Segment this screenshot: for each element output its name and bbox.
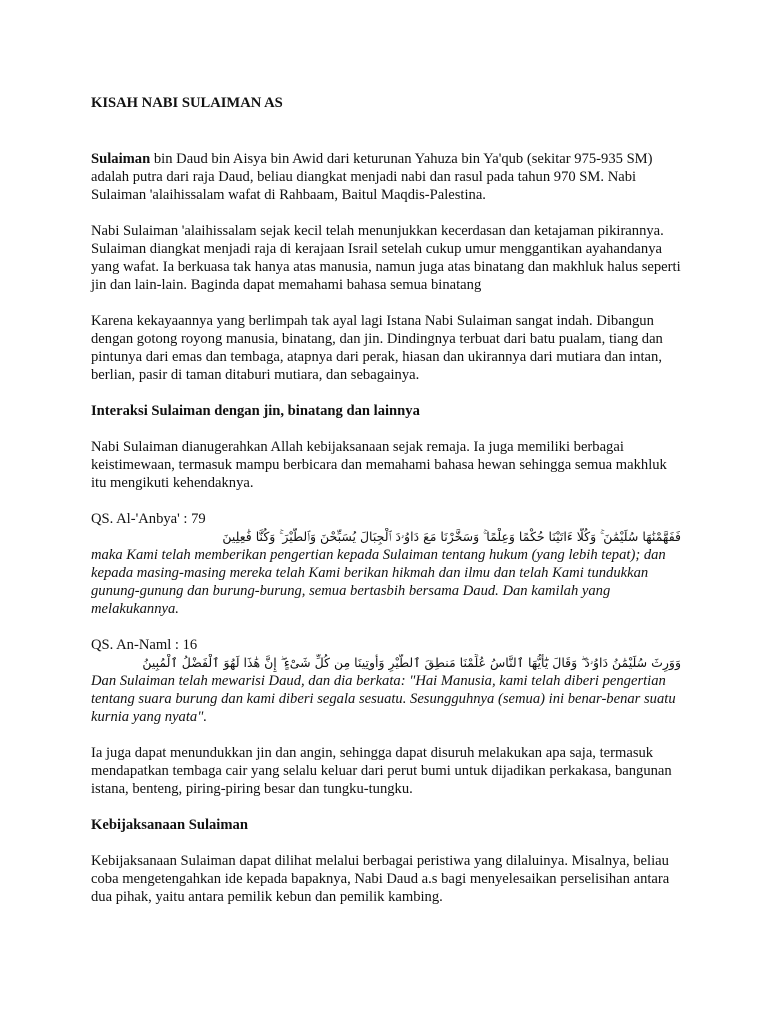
paragraph-palace: Karena kekayaannya yang berlimpah tak ayal lagi Istana Nabi Sulaiman sangat indah. Dibangun dengan gotong royong manusia, binatang, dan jin. Dindingnya terbuat dari batu pualam, tiang dan pintunya dari emas dan tembaga, atapnya dari perak, hiasan dan ukirannya dari mutiara dan intan, berlian, pasir di taman ditaburi mutiara, dan sebagainya. [91, 313, 663, 383]
document-body [91, 94, 681, 924]
section-heading-wisdom: Kebijaksanaan Sulaiman [91, 817, 248, 833]
arabic-verse-anbya: فَفَهَّمْنَٰهَا سُلَيْمَٰنَ ۚ وَكُلًّا ءَاتَيْنَا حُكْمًا وَعِلْمًا ۚ وَسَخَّرْنَا مَعَ دَاوُۥدَ ٱلْجِبَالَ يُسَبِّحْنَ وَٱلطَّيْرَ ۚ وَكُنَّا فَٰعِلِينَ [222, 529, 681, 544]
paragraph-wisdom: Kebijaksanaan Sulaiman dapat dilihat melalui berbagai peristiwa yang dilaluinya. Misalnya, beliau coba mengetengahkan ide kepada bapaknya, Nabi Daud a.s bagi menyelesaikan perselisihan antara dua pihak, yaitu antara pemilik kebun dan pemilik kambing. [91, 853, 670, 905]
paragraph-jinn-wind: Ia juga dapat menundukkan jin dan angin, sehingga dapat disuruh melakukan apa saja, termasuk mendapatkan tembaga cair yang selalu keluar dari perut bumi untuk dijadikan perkakasa, bangunan istana, benteng, piring-piring besar dan tungku-tungku. [91, 745, 672, 797]
section-heading-interaction: Interaksi Sulaiman dengan jin, binatang dan lainnya [91, 403, 420, 419]
arabic-verse-naml: وَوَرِثَ سُلَيْمَٰنُ دَاوُۥدَ ۖ وَقَالَ يَٰٓأَيُّهَا ٱلنَّاسُ عُلِّمْنَا مَنطِقَ ٱلطَّيْرِ وَأُوتِينَا مِن كُلِّ شَىْءٍ ۖ إِنَّ هَٰذَا لَهُوَ ٱلْفَضْلُ ٱلْمُبِينُ [142, 655, 681, 670]
verse-translation-anbya: maka Kami telah memberikan pengertian kepada Sulaiman tentang hukum (yang lebih tepat); dan kepada masing-masing mereka telah Kami berikan hikmah dan ilmu dan telah Kami tundukkan gunung-gunung dan burung-burung, semua bertasbih bersama Daud. Dan kamilah yang melakukannya. [91, 547, 666, 617]
paragraph-gifts: Nabi Sulaiman dianugerahkan Allah kebijaksanaan sejak remaja. Ia juga memiliki berbagai keistimewaan, termasuk mampu berbicara dan memahami bahasa hewan sehingga semua makhluk itu mengikuti kehendaknya. [91, 439, 667, 491]
intro-bold-name: Sulaiman [91, 151, 151, 167]
verse-reference-naml: QS. An-Naml : 16 [91, 637, 198, 653]
verse-reference-anbya: QS. Al-'Anbya' : 79 [91, 511, 206, 527]
document-title: KISAH NABI SULAIMAN AS [91, 95, 283, 111]
paragraph-childhood: Nabi Sulaiman 'alaihissalam sejak kecil telah menunjukkan kecerdasan dan ketajaman pikirannya. Sulaiman diangkat menjadi raja di kerajaan Israil setelah cukup umur menggantikan ayahandanya yang wafat. Ia berkuasa tak hanya atas manusia, namun juga atas binatang dan makhluk halus seperti jin dan lain-lain. Baginda dapat memahami bahasa semua binatang [91, 223, 681, 293]
verse-translation-naml: Dan Sulaiman telah mewarisi Daud, dan dia berkata: "Hai Manusia, kami telah diberi pengertian tentang suara burung dan kami diberi segala sesuatu. Sesungguhnya (semua) ini benar-benar suatu kurnia yang nyata". [91, 673, 676, 725]
intro-paragraph [91, 150, 681, 204]
intro-text: bin Daud bin Aisya bin Awid dari keturunan Yahuza bin Ya'qub (sekitar 975-935 SM) adalah putra dari raja Daud, beliau diangkat menjadi nabi dan rasul pada tahun 970 SM. Nabi Sulaiman 'alaihissalam wafat di Rahbaam, Baitul Maqdis-Palestina. [91, 151, 653, 203]
